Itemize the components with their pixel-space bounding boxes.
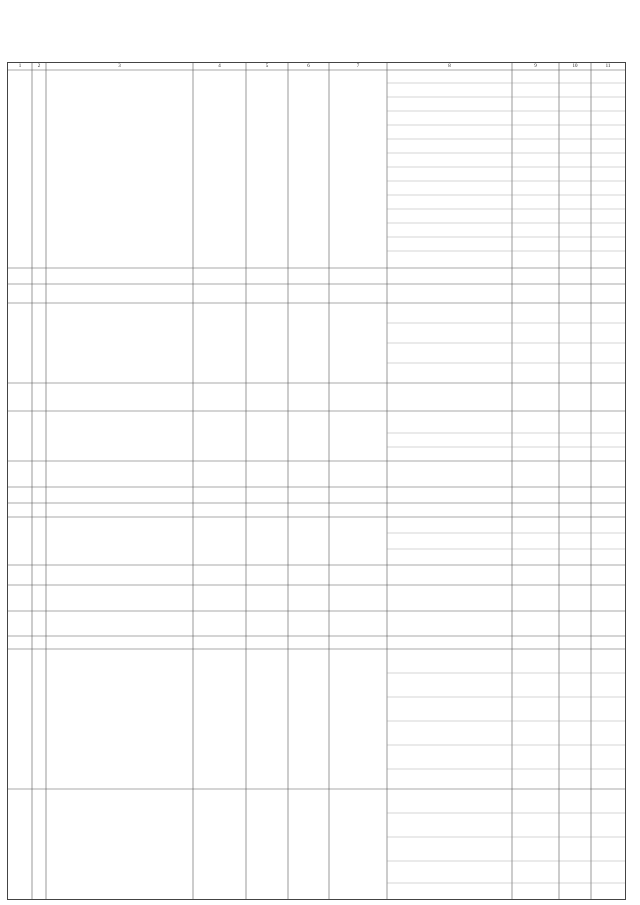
col-4-header: 4	[218, 64, 221, 69]
col-10-header: 10	[572, 64, 578, 69]
col-3-header: 3	[118, 64, 121, 69]
col-2-header: 2	[37, 64, 41, 69]
col-5-header: 5	[265, 64, 269, 69]
col-7-header: 7	[356, 64, 360, 69]
col-1-header: 1	[18, 64, 22, 69]
col-6-header: 6	[307, 64, 310, 69]
capital-repair-table	[7, 62, 626, 900]
col-8-header: 8	[448, 64, 451, 69]
grid-lines	[8, 63, 625, 899]
col-9-header: 9	[534, 64, 537, 69]
col-11-header: 11	[605, 64, 611, 69]
